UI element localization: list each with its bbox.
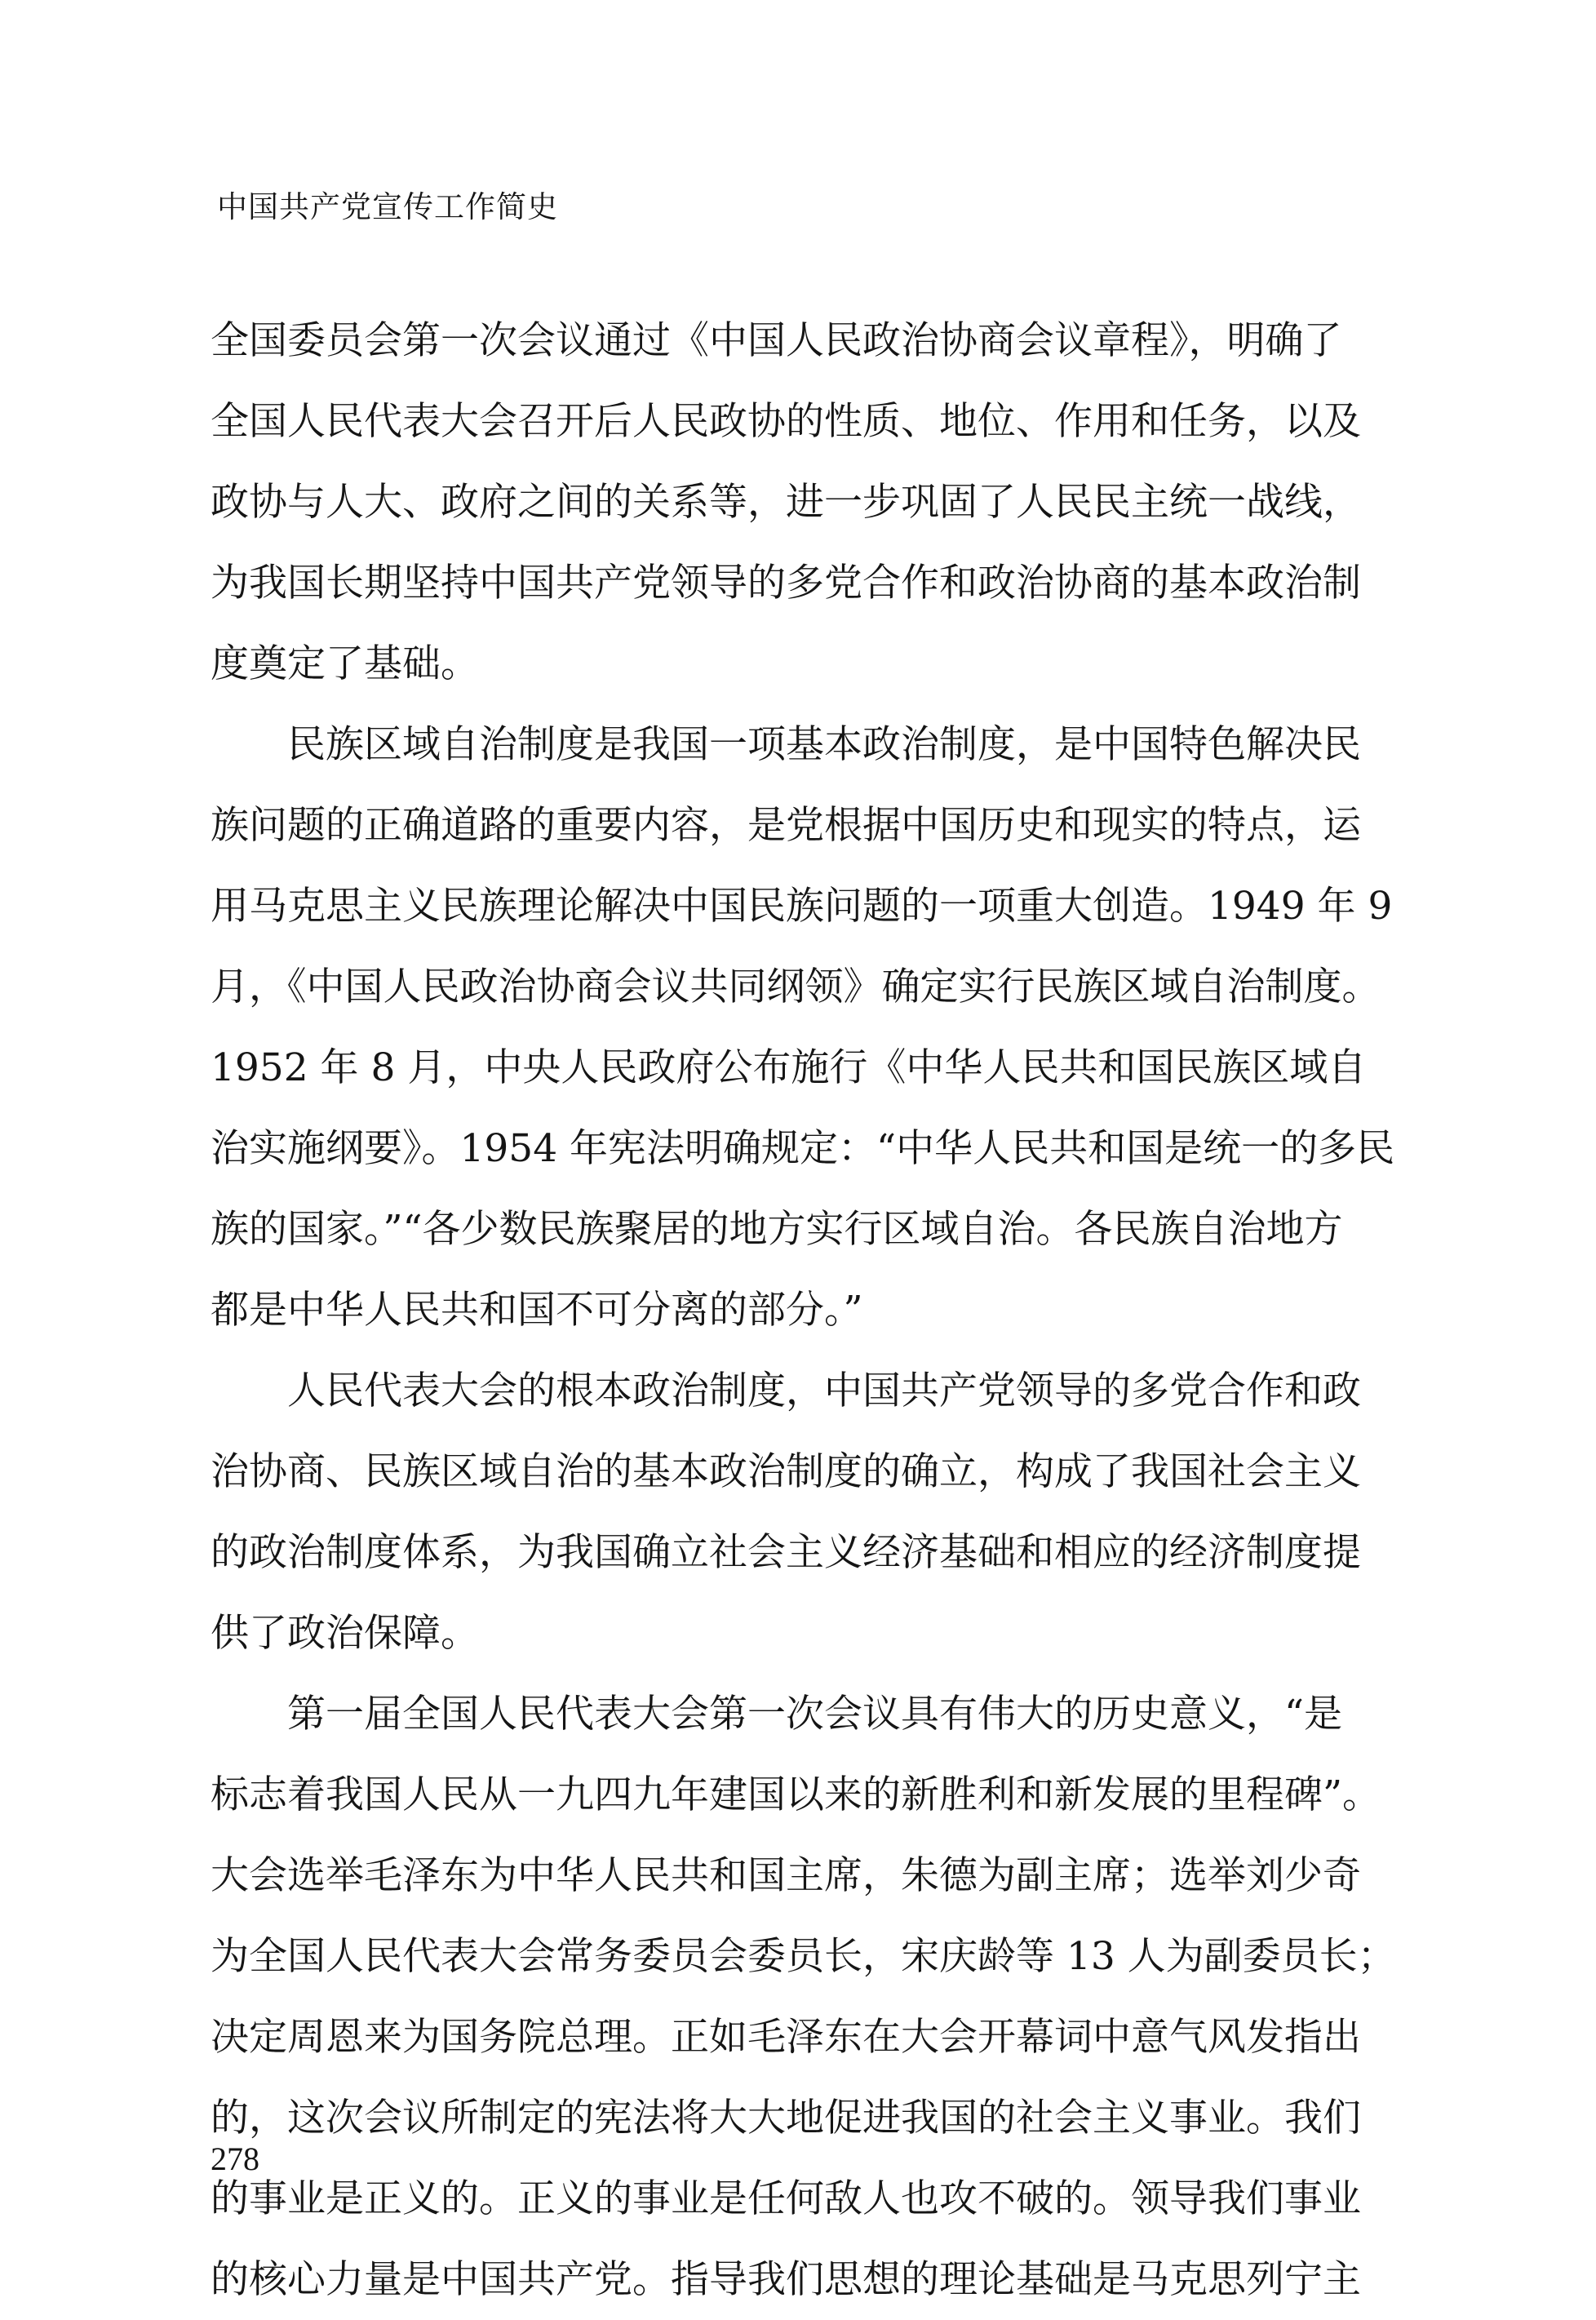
text-line: 的事业是正义的。正义的事业是任何敌人也攻不破的。领导我们事业 [211, 2176, 1361, 2221]
text-line: 族问题的正确道路的重要内容，是党根据中国历史和现实的特点，运 [211, 803, 1361, 848]
text-line: 月，《中国人民政治协商会议共同纲领》确定实行民族区域自治制度。 [211, 965, 1381, 1009]
text-line: 政协与人大、政府之间的关系等，进一步巩固了人民民主统一战线， [211, 480, 1361, 525]
text-line: 大会选举毛泽东为中华人民共和国主席，朱德为副主席；选举刘少奇 [211, 1853, 1361, 1898]
text-line: 治实施纲要》。1954 年宪法明确规定：“中华人民共和国是统一的多民 [211, 1126, 1395, 1171]
text-line: 用马克思主义民族理论解决中国民族问题的一项重大创造。1949 年 9 [211, 884, 1393, 929]
text-line: 为全国人民代表大会常务委员会委员长，宋庆龄等 13 人为副委员长； [211, 1934, 1396, 1979]
page-number: 278 [211, 2140, 259, 2177]
text-line: 为我国长期坚持中国共产党领导的多党合作和政治协商的基本政治制 [211, 561, 1361, 606]
text-line: 的，这次会议所制定的宪法将大大地促进我国的社会主义事业。我们 [211, 2096, 1361, 2140]
text-line: 的政治制度体系，为我国确立社会主义经济基础和相应的经济制度提 [211, 1530, 1361, 1575]
paragraph-first-line: 民族区域自治制度是我国一项基本政治制度，是中国特色解决民 [287, 722, 1361, 767]
text-line: 全国委员会第一次会议通过《中国人民政治协商会议章程》，明确了 [211, 318, 1342, 363]
text-line: 标志着我国人民从一九四九年建国以来的新胜利和新发展的里程碑”。 [211, 1772, 1381, 1817]
text-line: 供了政治保障。 [211, 1611, 479, 1656]
text-line: 1952 年 8 月，中央人民政府公布施行《中华人民共和国民族区域自 [211, 1045, 1367, 1090]
text-line: 全国人民代表大会召开后人民政协的性质、地位、作用和任务，以及 [211, 399, 1361, 444]
text-line: 的核心力量是中国共产党。指导我们思想的理论基础是马克思列宁主 [211, 2257, 1361, 2302]
text-line: 都是中华人民共和国不可分离的部分。” [211, 1288, 863, 1333]
body-text [211, 300, 1394, 2320]
text-line: 族的国家。”“各少数民族聚居的地方实行区域自治。各民族自治地方 [211, 1207, 1343, 1252]
text-line: 治协商、民族区域自治的基本政治制度的确立，构成了我国社会主义 [211, 1449, 1361, 1494]
text-line: 决定周恩来为国务院总理。正如毛泽东在大会开幕词中意气风发指出 [211, 2015, 1361, 2060]
paragraph-first-line: 人民代表大会的根本政治制度，中国共产党领导的多党合作和政 [287, 1368, 1361, 1413]
text-line: 度奠定了基础。 [211, 641, 479, 686]
running-header: 中国共产党宣传工作简史 [217, 189, 558, 224]
paragraph-first-line: 第一届全国人民代表大会第一次会议具有伟大的历史意义，“是 [287, 1692, 1343, 1737]
